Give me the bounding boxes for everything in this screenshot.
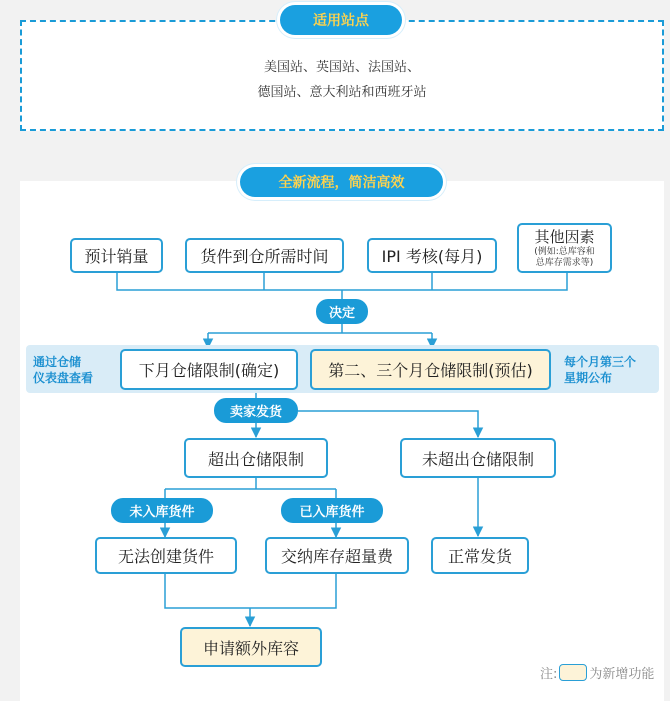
right-note-line-2: 星期公布 <box>564 371 613 385</box>
received-tag: 已入库货件 <box>281 498 383 523</box>
legend-note <box>540 663 664 681</box>
right-note-line-1: 每个月第三个 <box>564 355 637 369</box>
right-note <box>564 354 656 386</box>
connector-inputs <box>117 272 567 290</box>
next-month-limit: 下月仓储限制(确定) <box>120 349 298 390</box>
flow-title: 全新流程，简洁高效 <box>240 167 443 197</box>
legend-swatch <box>559 664 587 681</box>
not-received-tag: 未入库货件 <box>111 498 213 523</box>
pay-excess-fee: 交纳库存超量费 <box>265 537 409 574</box>
other-factors-note-2: 总库存需求等) <box>535 257 594 268</box>
other-factors-note-1: (例如:总库容和 <box>534 246 595 257</box>
left-note-line-2: 仪表盘查看 <box>33 371 94 385</box>
input-expected-sales: 预计销量 <box>70 238 163 273</box>
input-shipment-transit-time: 货件到仓所需时间 <box>185 238 344 273</box>
sites-title: 适用站点 <box>280 5 402 35</box>
decide-tag: 决定 <box>316 299 368 324</box>
sites-line-2: 德国站、意大利站和西班牙站 <box>257 85 427 100</box>
left-note <box>33 354 113 386</box>
seller-ship-tag: 卖家发货 <box>214 398 298 423</box>
exceed-limit: 超出仓储限制 <box>184 438 328 478</box>
input-ipi-score: IPI 考核(每月) <box>367 238 497 273</box>
future-months-limit: 第二、三个月仓储限制(预估) <box>310 349 551 390</box>
input-other-factors <box>517 223 612 273</box>
not-exceed-limit: 未超出仓储限制 <box>400 438 556 478</box>
legend-note-prefix: 注: <box>540 666 558 682</box>
other-factors-label: 其他因素 <box>534 227 595 246</box>
apply-extra-capacity: 申请额外库容 <box>180 627 322 667</box>
legend-note-suffix: 为新增功能 <box>589 666 655 682</box>
left-note-line-1: 通过仓储 <box>33 355 82 369</box>
ship-normally: 正常发货 <box>431 537 529 574</box>
cannot-create-shipment: 无法创建货件 <box>95 537 237 574</box>
sites-line-1: 美国站、英国站、法国站、 <box>263 60 420 75</box>
